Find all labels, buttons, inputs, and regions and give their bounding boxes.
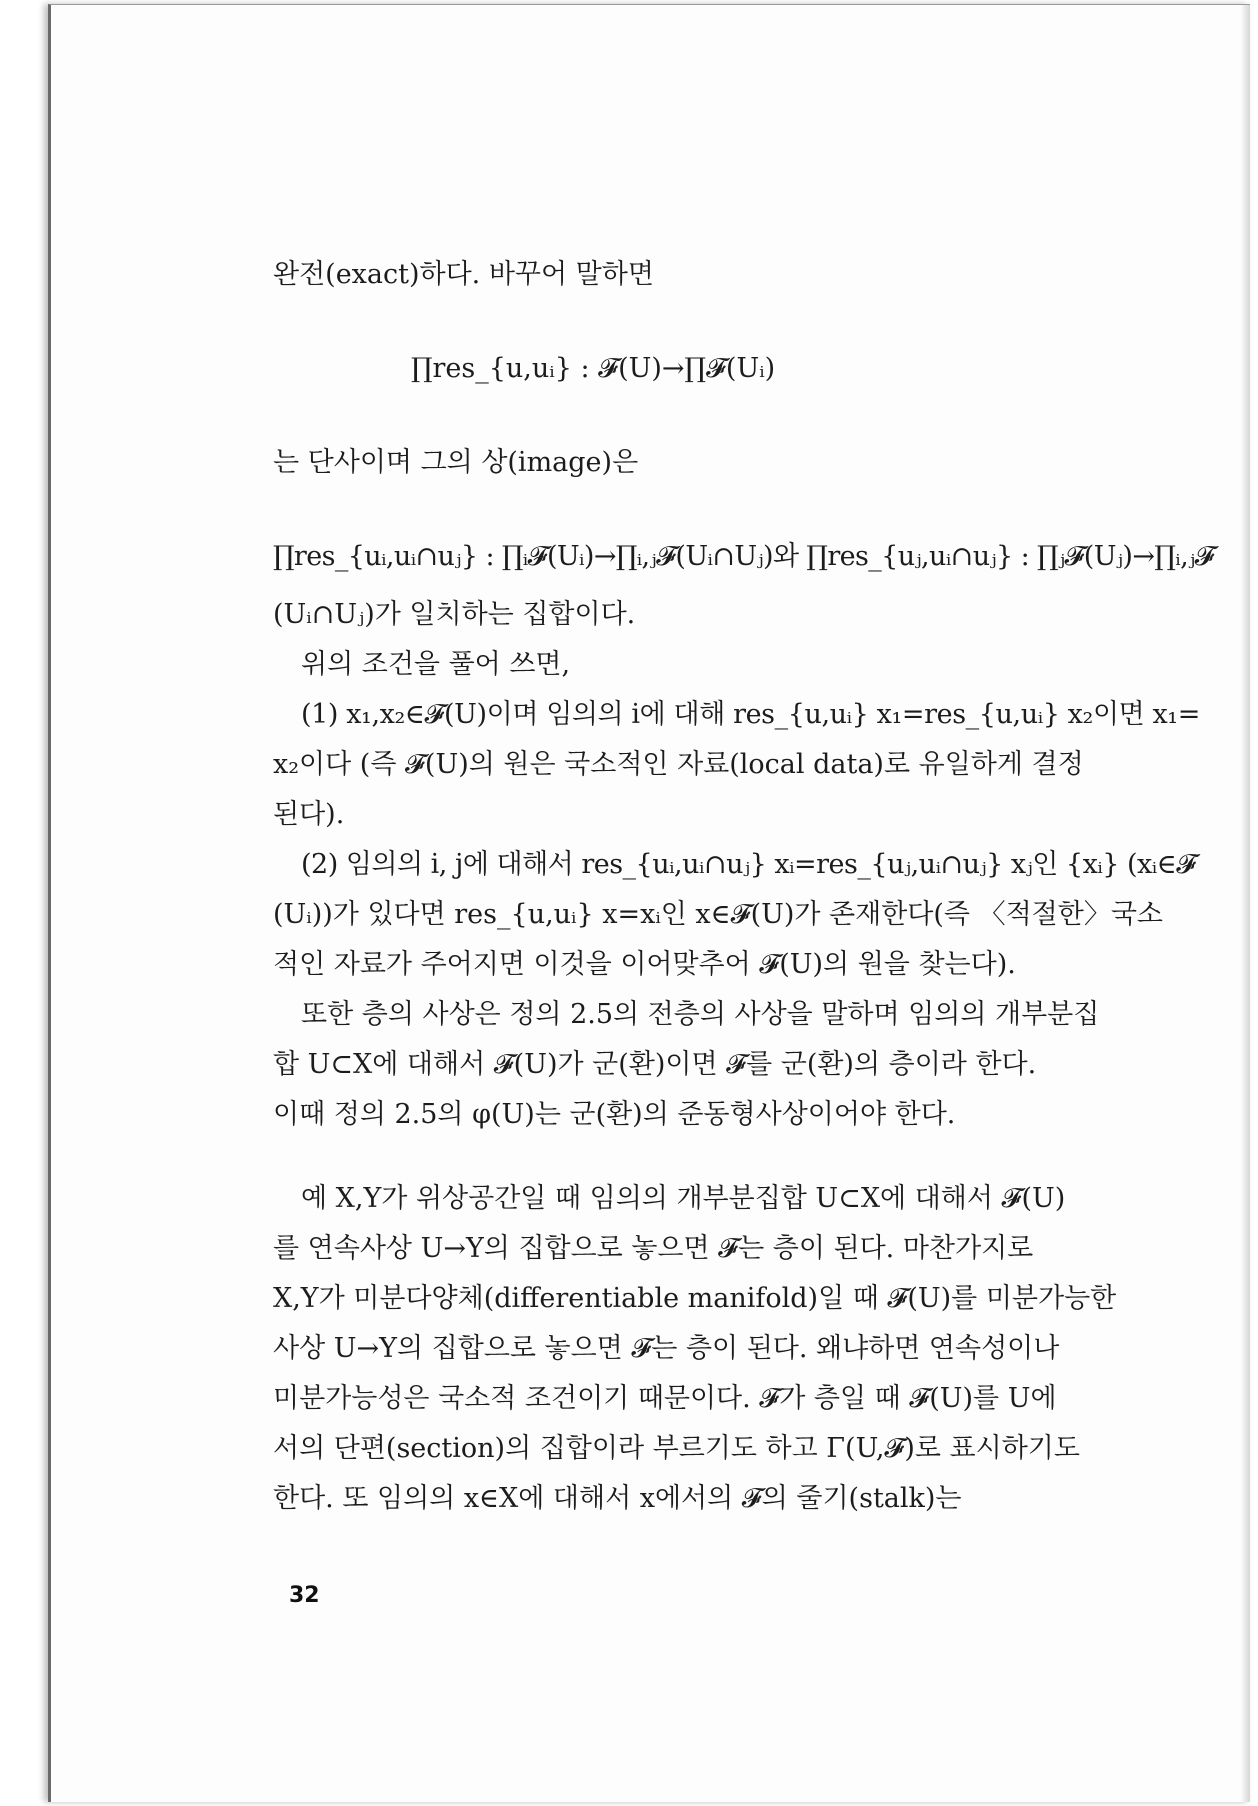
text-line: 또한 층의 사상은 정의 2.5의 전층의 사상을 말하며 임의의 개부분집: [301, 999, 1100, 1030]
text-line: 사상 U→Y의 집합으로 놓으면 𝓕는 층이 된다. 왜냐하면 연속성이나: [273, 1333, 1060, 1364]
text-line: 적인 자료가 주어지면 이것을 이어맞추어 𝓕(U)의 원을 찾는다).: [273, 949, 1016, 980]
text-line: 는 단사이며 그의 상(image)은: [273, 447, 639, 478]
text-line: 서의 단편(section)의 집합이라 부르기도 하고 Γ(U,𝓕)로 표시하기도: [273, 1433, 1080, 1464]
text-line: 이때 정의 2.5의 φ(U)는 군(환)의 준동형사상이어야 한다.: [273, 1099, 956, 1130]
text-line: (Uᵢ))가 있다면 res_{u,uᵢ} x=xᵢ인 x∈𝓕(U)가 존재한다(즉 〈적절한〉국소: [273, 899, 1163, 930]
text-line: (1) x₁,x₂∈𝓕(U)이며 임의의 i에 대해 res_{u,uᵢ} x₁=res_{u,uᵢ} x₂이면 x₁=: [301, 699, 1200, 730]
text-line: (Uᵢ∩Uⱼ)가 일치하는 집합이다.: [273, 599, 636, 630]
text-line: x₂이다 (즉 𝓕(U)의 원은 국소적인 자료(local data)로 유일하게 결정: [273, 749, 1084, 780]
text-line: 된다).: [273, 799, 345, 830]
text-line: 미분가능성은 국소적 조건이기 때문이다. 𝓕가 층일 때 𝓕(U)를 U에: [273, 1383, 1057, 1414]
display-equation: ∏res_{uᵢ,uᵢ∩uⱼ} : ∏ᵢ𝓕(Uᵢ)→∏ᵢ,ⱼ𝓕(Uᵢ∩Uⱼ)와 ∏res_{uⱼ,uᵢ∩uⱼ} : ∏ⱼ𝓕(Uⱼ)→∏ᵢ,ⱼ𝓕: [273, 541, 1214, 572]
text-line: (2) 임의의 i, j에 대해서 res_{uᵢ,uᵢ∩uⱼ} xᵢ=res_{uⱼ,uᵢ∩uⱼ} xⱼ인 {xᵢ} (xᵢ∈𝓕: [301, 849, 1196, 880]
text-line: 위의 조건을 풀어 쓰면,: [301, 649, 571, 680]
text-line: 한다. 또 임의의 x∈X에 대해서 x에서의 𝓕의 줄기(stalk)는: [273, 1483, 962, 1514]
display-equation: ∏res_{u,uᵢ} : 𝓕(U)→∏𝓕(Uᵢ): [411, 353, 776, 384]
text-line: 합 U⊂X에 대해서 𝓕(U)가 군(환)이면 𝓕를 군(환)의 층이라 한다.: [273, 1049, 1037, 1080]
page-number: 32: [289, 1583, 320, 1608]
text-line: 완전(exact)하다. 바꾸어 말하면: [273, 259, 654, 290]
text-line: X,Y가 미분다양체(differentiable manifold)일 때 𝓕(U)를 미분가능한: [273, 1283, 1117, 1314]
page-frame: [48, 4, 1250, 1802]
text-line: 를 연속사상 U→Y의 집합으로 놓으면 𝓕는 층이 된다. 마찬가지로: [273, 1233, 1034, 1264]
text-line: 예 X,Y가 위상공간일 때 임의의 개부분집합 U⊂X에 대해서 𝓕(U): [301, 1183, 1066, 1214]
